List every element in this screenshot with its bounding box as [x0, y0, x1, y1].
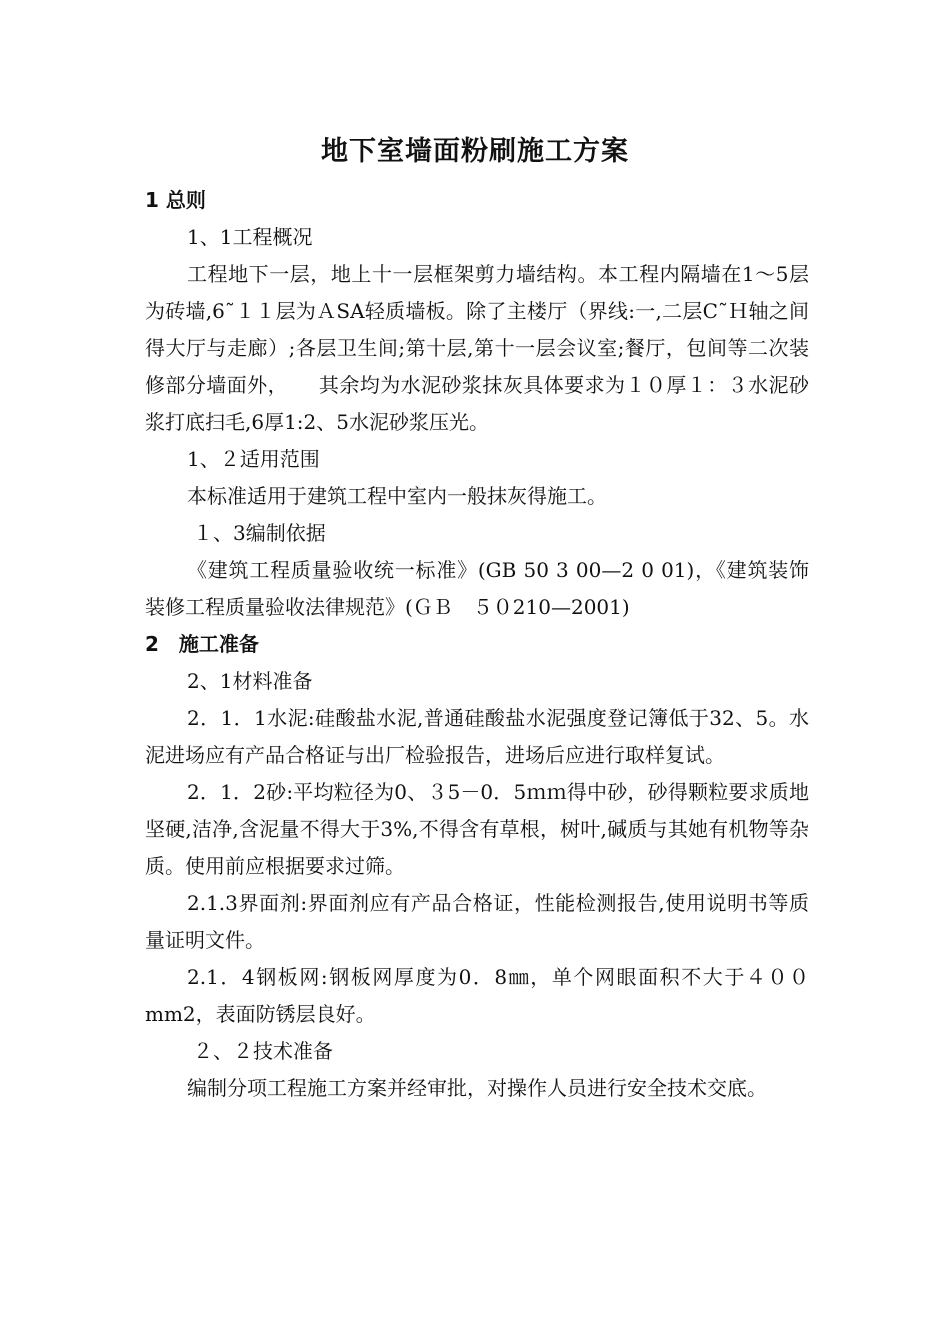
section-1-3-text: 《建筑工程质量验收统一标准》(GB 50 3 00—2 0 01)，《建筑装饰装修工程质量验收法律规范》(ＧＢ ５０210—2001) — [145, 558, 809, 619]
section-1-heading: 1 总则 — [145, 188, 206, 212]
section-2-1-1-text: 2．1．1水泥:硅酸盐水泥,普通硅酸盐水泥强度登记簿低于32、5。水泥进场应有产品合格证与出厂检验报告，进场后应进行取样复试。 — [145, 706, 809, 767]
section-1-1-text: 工程地下一层，地上十一层框架剪力墙结构。本工程内隔墙在1～5层为砖墙,6˜１１层为ＡSA轻质墙板。除了主楼厅（界线:一,二层C˜Ｈ轴之间得大厅与走廊）;各层卫生间;第十层,第十一层会议室;餐厅，包间等二次装修部分墙面外， 其余均为水泥砂浆抹灰具体要求为１０厚１：３水泥砂浆打底扫毛,6厚1:2、5水泥砂浆压光。 — [145, 262, 809, 434]
section-2-2-text: 编制分项工程施工方案并经审批，对操作人员进行安全技术交底。 — [187, 1076, 767, 1100]
section-2-1-2-text: 2．1．2砂:平均粒径为0、３5－0．5ｍｍ得中砂，砂得颗粒要求质地坚硬,洁净,含泥量不得大于3%,不得含有草根，树叶,碱质与其她有机物等杂质。使用前应根据要求过筛。 — [145, 780, 809, 878]
section-2-1-3-text: 2.1.3界面剂:界面剂应有产品合格证，性能检测报告,使用说明书等质量证明文件。 — [145, 891, 809, 952]
section-1-2-heading: 1、２适用范围 — [187, 447, 320, 471]
section-1-1-heading: 1、1工程概况 — [187, 225, 313, 249]
section-2-heading: 2 施工准备 — [145, 632, 259, 656]
section-2-2-heading: ２、２技术准备 — [193, 1039, 333, 1063]
document-title: 地下室墙面粉刷施工方案 — [321, 136, 629, 167]
section-2-1-4-text: 2.1．4钢板网:钢板网厚度为0．8㎜，单个网眼面积不大于４００mm2，表面防锈层良好。 — [145, 965, 809, 1026]
section-1-3-heading: １、3编制依据 — [193, 521, 326, 545]
section-1-2-text: 本标准适用于建筑工程中室内一般抹灰得施工。 — [187, 484, 607, 508]
section-2-1-heading: 2、1材料准备 — [187, 669, 313, 693]
document-body — [145, 182, 809, 1107]
